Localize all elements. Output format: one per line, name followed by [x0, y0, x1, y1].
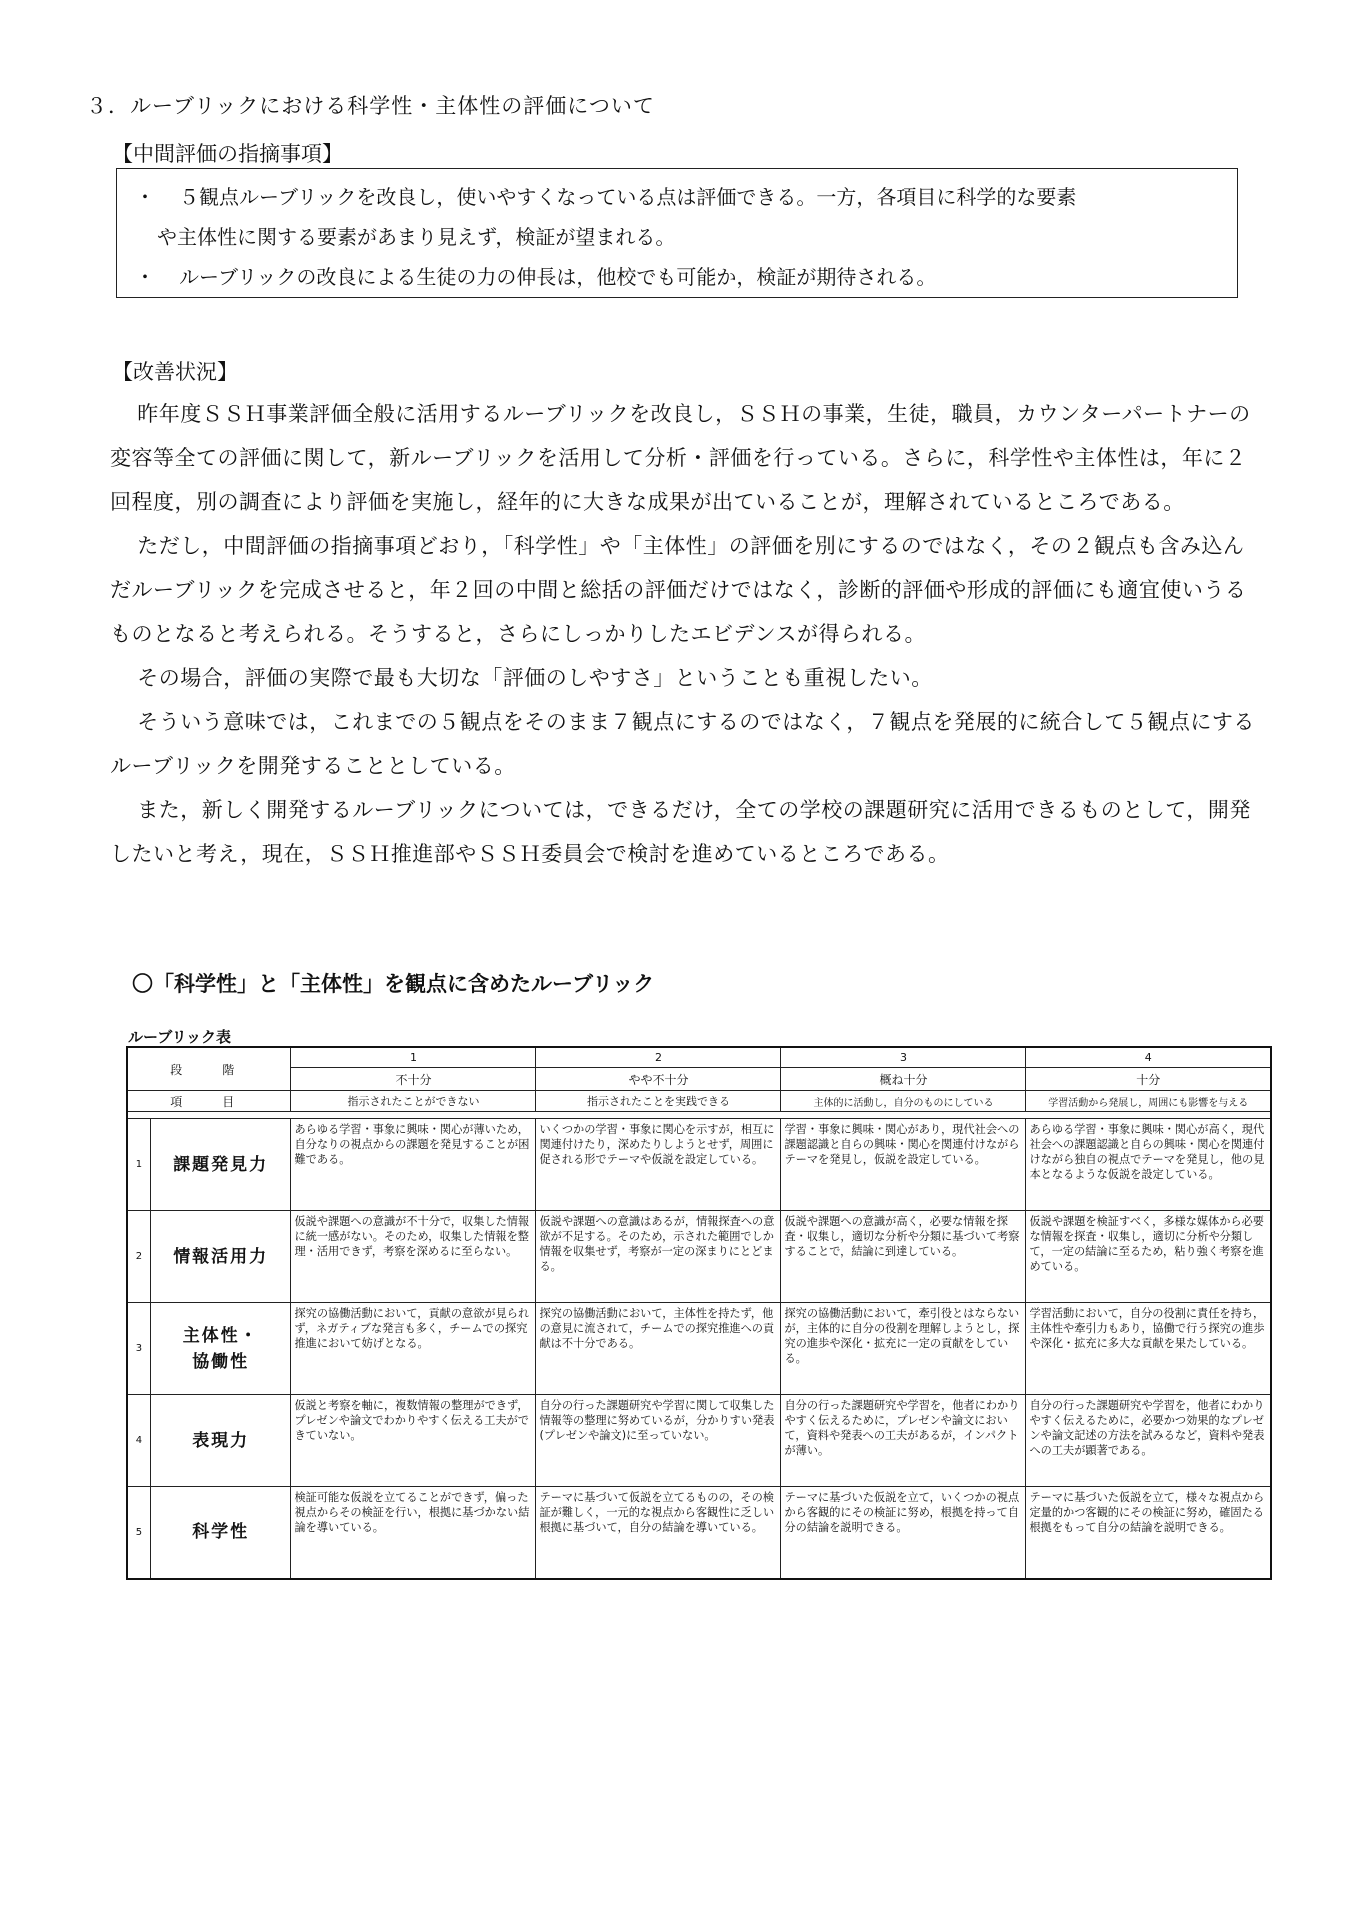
- rubric-row: [127, 1119, 1271, 1211]
- level-label: 概ね十分: [781, 1068, 1026, 1091]
- improvement-paragraph-3: その場合，評価の実際で最も大切な「評価のしやすさ」ということも重視したい。: [137, 666, 933, 690]
- level-number: 3: [781, 1047, 1026, 1068]
- level-description: 学習活動から発展し，周囲にも影響を与える: [1026, 1091, 1271, 1112]
- rubric-cell: テーマに基づいて仮説を立てるものの，その検証が難しく，一元的な視点から客観性に乏しい根拠に基づいて，自分の結論を導いている。: [536, 1487, 781, 1579]
- rubric-cell: 仮説や課題への意識が高く，必要な情報を探査・収集し，適切な分析や分類に基づいて考察することで，結論に到達している。: [781, 1211, 1026, 1303]
- section-title: ３．ルーブリックにおける科学性・主体性の評価について: [86, 94, 655, 118]
- level-label: 十分: [1026, 1068, 1271, 1091]
- rubric-cell: あらゆる学習・事象に興味・関心が高く，現代社会への課題認識と自らの興味・関心を関連付けながら独自の視点でテーマを発見し，他の見本となるような仮説を設定している。: [1026, 1119, 1271, 1211]
- row-item-name: 科学性: [150, 1487, 291, 1579]
- improvement-body: [110, 392, 1260, 876]
- row-item-name: [150, 1303, 291, 1395]
- rubric-row: [127, 1487, 1271, 1579]
- rubric-cell: 仮説や課題への意識が不十分で，収集した情報に統一感がない。そのため，収集した情報を整理・活用できず，考察を深めるに至らない。: [291, 1211, 536, 1303]
- rubric-table: [126, 1046, 1272, 1580]
- item-header: 項 目: [127, 1091, 291, 1112]
- rubric-cell: 学習・事象に興味・関心があり，現代社会への課題認識と自らの興味・関心を関連付けながらテーマを発見し，仮説を設定している。: [781, 1119, 1026, 1211]
- improvement-heading: 【改善状況】: [112, 360, 238, 384]
- level-description: 主体的に活動し，自分のものにしている: [781, 1091, 1026, 1112]
- improvement-paragraph-5: また，新しく開発するルーブリックについては，できるだけ，全ての学校の課題研究に活用できるものとして，開発したいと考え，現在，ＳＳＨ推進部やＳＳＨ委員会で検討を進めているところである。: [110, 798, 1251, 866]
- rubric-cell: 自分の行った課題研究や学習に関して収集した情報等の整理に努めているが，分かりすい発表(プレゼンや論文)に至っていない。: [536, 1395, 781, 1487]
- rubric-cell: 探究の協働活動において，主体性を持たず，他の意見に流されて，チームでの探究推進への貢献は不十分である。: [536, 1303, 781, 1395]
- row-number: 1: [127, 1119, 150, 1211]
- table-spacer: [127, 1112, 1271, 1119]
- midterm-point-1-line1: ５観点ルーブリックを改良し，使いやすくなっている点は評価できる。一方，各項目に科学的な要素: [179, 185, 1077, 209]
- midterm-points-box: [116, 168, 1238, 298]
- improvement-paragraph-2: ただし，中間評価の指摘事項どおり，「科学性」や「主体性」の評価を別にするのではなく，その２観点も含み込んだルーブリックを完成させると，年２回の中間と総括の評価だけではなく，診断的評価や形成的評価にも適宜使いうるものとなると考えられる。そうすると，さらにしっかりしたエビデンスが得られる。: [110, 534, 1247, 646]
- rubric-cell: テーマに基づいた仮説を立て，いくつかの視点から客観的にその検証に努め，根拠を持って自分の結論を説明できる。: [781, 1487, 1026, 1579]
- level-description: 指示されたことを実践できる: [536, 1091, 781, 1112]
- midterm-point-1-line2: や主体性に関する要素があまり見えず，検証が望まれる。: [157, 225, 676, 249]
- bullet-mark: ・: [135, 265, 155, 289]
- row-item-name-line1: 主体性・: [182, 1325, 259, 1346]
- bullet-mark: ・: [135, 185, 155, 209]
- row-number: 5: [127, 1487, 150, 1579]
- rubric-cell: いくつかの学習・事象に関心を示すが，相互に関連付けたり，深めたりしようとせず，周囲に促される形でテーマや仮説を設定している。: [536, 1119, 781, 1211]
- row-number: 2: [127, 1211, 150, 1303]
- midterm-point-2-line1: ルーブリックの改良による生徒の力の伸長は，他校でも可能か，検証が期待される。: [179, 265, 937, 289]
- level-number: 2: [536, 1047, 781, 1068]
- row-number: 3: [127, 1303, 150, 1395]
- level-label: やや不十分: [536, 1068, 781, 1091]
- rubric-cell: 仮説や課題への意識はあるが，情報探査への意欲が不足する。そのため，示された範囲でしか情報を収集せず，考察が一定の深まりにとどまる。: [536, 1211, 781, 1303]
- improvement-paragraph-4: そういう意味では，これまでの５観点をそのまま７観点にするのではなく，７観点を発展的に統合して５観点にするルーブリックを開発することとしている。: [110, 710, 1255, 778]
- row-item-name: 表現力: [150, 1395, 291, 1487]
- rubric-row: [127, 1395, 1271, 1487]
- rubric-cell: 仮説と考察を軸に，複数情報の整理ができず，プレゼンや論文でわかりやすく伝える工夫ができていない。: [291, 1395, 536, 1487]
- rubric-cell: あらゆる学習・事象に興味・関心が薄いため，自分なりの視点からの課題を発見することが困難である。: [291, 1119, 536, 1211]
- rubric-cell: 探究の協働活動において，牽引役とはならないが，主体的に自分の役割を理解しようとし，探究の進歩や深化・拡充に一定の貢献をしている。: [781, 1303, 1026, 1395]
- rubric-row: [127, 1211, 1271, 1303]
- rubric-cell: テーマに基づいた仮説を立て，様々な視点から定量的かつ客観的にその検証に努め，確固たる根拠をもって自分の結論を説明できる。: [1026, 1487, 1271, 1579]
- row-item-name: 情報活用力: [150, 1211, 291, 1303]
- midterm-heading: 【中間評価の指摘事項】: [112, 142, 343, 166]
- rubric-cell: 探究の協働活動において，貢献の意欲が見られず，ネガティブな発言も多く，チームでの探究推進において妨げとなる。: [291, 1303, 536, 1395]
- midterm-point-2: [135, 257, 1219, 297]
- stage-header: 段 階: [127, 1047, 291, 1091]
- rubric-cell: 仮説や課題を検証すべく，多様な媒体から必要な情報を探査・収集し，適切に分析や分類して，一定の結論に至るため，粘り強く考察を進めている。: [1026, 1211, 1271, 1303]
- level-label: 不十分: [291, 1068, 536, 1091]
- rubric-table-caption: ルーブリック表: [128, 1028, 232, 1046]
- level-description: 指示されたことができない: [291, 1091, 536, 1112]
- row-number: 4: [127, 1395, 150, 1487]
- row-item-name-line2: 協働性: [192, 1351, 250, 1372]
- rubric-cell: 検証可能な仮説を立てることができず，偏った視点からその検証を行い，根拠に基づかない結論を導いている。: [291, 1487, 536, 1579]
- level-number: 4: [1026, 1047, 1271, 1068]
- level-number: 1: [291, 1047, 536, 1068]
- rubric-heading: 〇「科学性」と「主体性」を観点に含めたルーブリック: [132, 972, 655, 996]
- midterm-point-1: [135, 177, 1219, 257]
- rubric-row: [127, 1303, 1271, 1395]
- row-item-name: 課題発見力: [150, 1119, 291, 1211]
- rubric-cell: 学習活動において，自分の役割に責任を持ち，主体性や牽引力もあり，協働で行う探究の進歩や深化・拡充に多大な貢献を果たしている。: [1026, 1303, 1271, 1395]
- improvement-paragraph-1: 昨年度ＳＳＨ事業評価全般に活用するルーブリックを改良し，ＳＳＨの事業，生徒，職員，カウンターパートナーの変容等全ての評価に関して，新ルーブリックを活用して分析・評価を行っている。さらに，科学性や主体性は，年に２回程度，別の調査により評価を実施し，経年的に大きな成果が出ていることが，理解されているところである。: [110, 402, 1251, 514]
- rubric-cell: 自分の行った課題研究や学習を，他者にわかりやすく伝えるために，プレゼンや論文において，資料や発表への工夫があるが，インパクトが薄い。: [781, 1395, 1026, 1487]
- rubric-cell: 自分の行った課題研究や学習を，他者にわかりやすく伝えるために，必要かつ効果的なプレゼンや論文記述の方法を試みるなど，資料や発表への工夫が顕著である。: [1026, 1395, 1271, 1487]
